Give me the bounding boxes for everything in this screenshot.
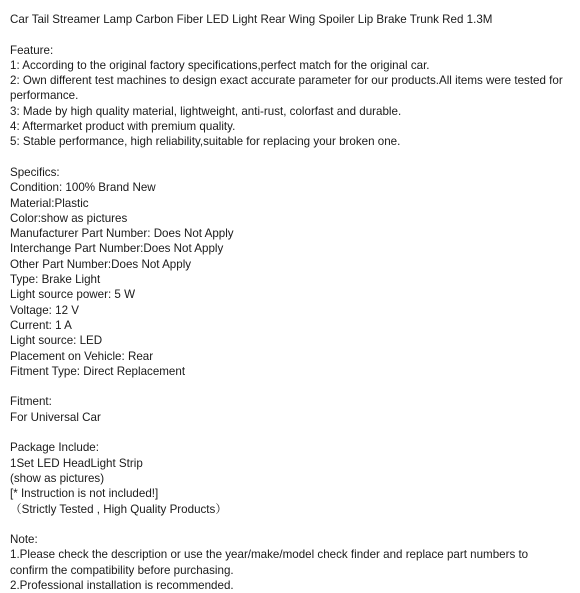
feature-item: 5: Stable performance, high reliability,suitable for replacing your broken one. [10, 135, 401, 149]
spacer [10, 425, 568, 440]
product-description [10, 12, 568, 593]
spec-item: Light source: LED [10, 334, 103, 348]
spec-item: Interchange Part Number:Does Not Apply [10, 242, 224, 256]
spec-item: Material:Plastic [10, 196, 89, 210]
spec-item: Current: 1 A [10, 318, 72, 332]
spec-item: Placement on Vehicle: Rear [10, 349, 154, 363]
spec-item: Condition: 100% Brand New [10, 181, 156, 195]
product-title: Car Tail Streamer Lamp Carbon Fiber LED Light Rear Wing Spoiler Lip Brake Trunk Red 1.3M [10, 13, 493, 26]
feature-item: 4: Aftermarket product with premium quality. [10, 120, 236, 134]
note-section [10, 532, 568, 593]
feature-item: 1: According to the original factory specifications,perfect match for the original car. [10, 58, 430, 72]
feature-item: 2: Own different test machines to design exact accurate parameter for our products.All items were tested for performance. [10, 74, 563, 103]
package-item: (show as pictures) [10, 471, 105, 485]
package-item: [* Instruction is not included!] [10, 487, 159, 501]
spec-item: Manufacturer Part Number: Does Not Apply [10, 227, 234, 241]
feature-heading: Feature: [10, 43, 54, 57]
feature-section [10, 43, 568, 150]
fitment-item: For Universal Car [10, 410, 101, 424]
spec-item: Fitment Type: Direct Replacement [10, 364, 186, 378]
specifics-heading: Specifics: [10, 165, 60, 179]
spec-item: Color:show as pictures [10, 211, 128, 225]
fitment-section [10, 394, 568, 425]
spec-item: Type: Brake Light [10, 273, 101, 287]
fitment-heading: Fitment: [10, 395, 52, 409]
package-heading: Package Include: [10, 441, 99, 455]
note-heading: Note: [10, 533, 38, 547]
spacer [10, 379, 568, 394]
spec-item: Other Part Number:Does Not Apply [10, 257, 192, 271]
spacer [10, 150, 568, 165]
spec-item: Light source power: 5 W [10, 288, 136, 302]
specifics-section [10, 165, 568, 379]
package-item: 1Set LED HeadLight Strip [10, 456, 143, 470]
package-item: （Strictly Tested , High Quality Products） [10, 502, 227, 516]
package-section [10, 440, 568, 516]
note-item: 2.Professional installation is recommended. [10, 578, 234, 592]
spec-item: Voltage: 12 V [10, 303, 79, 317]
feature-item: 3: Made by high quality material, lightweight, anti-rust, colorfast and durable. [10, 104, 402, 118]
spacer [10, 517, 568, 532]
spacer [10, 27, 568, 42]
note-item: 1.Please check the description or use the year/make/model check finder and replace part numbers to confirm the compatibility before purchasing. [10, 548, 529, 577]
